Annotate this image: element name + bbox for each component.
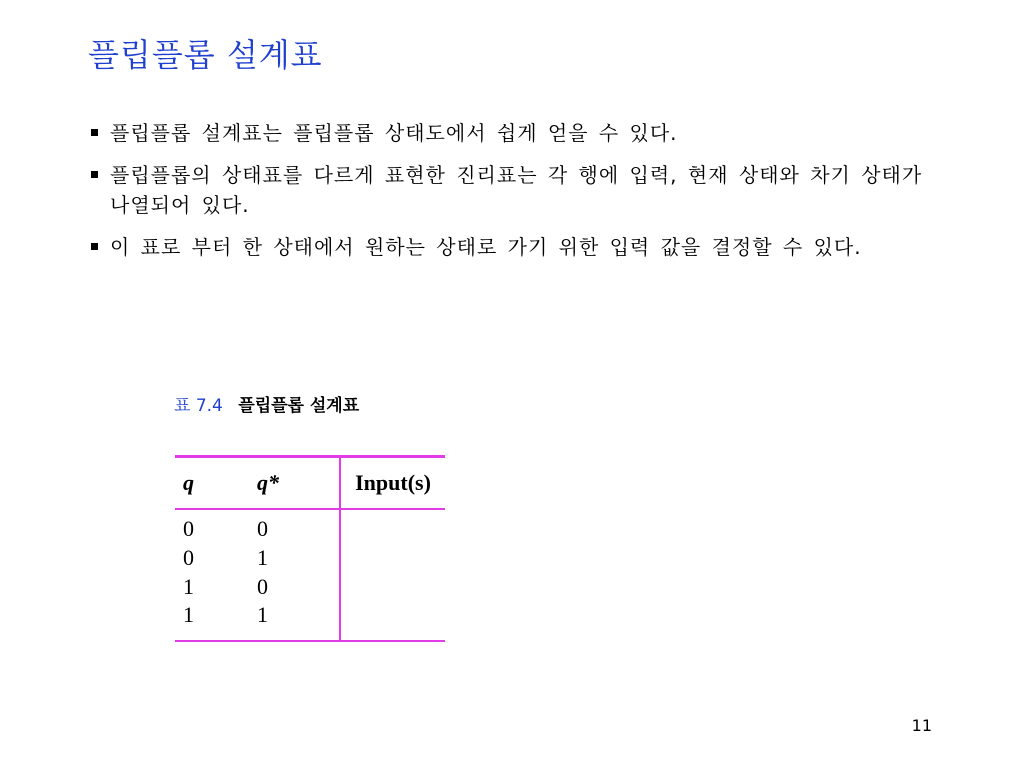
cell-q: 0	[183, 515, 194, 541]
table-caption	[174, 395, 359, 417]
bullet-item: 플립플롭의 상태표를 다르게 표현한 진리표는 각 행에 입력, 현재 상태와 차기 상태가 나열되어 있다.	[90, 160, 950, 220]
table-row	[175, 545, 445, 574]
bullet-list	[90, 118, 950, 274]
cell-q-star: 1	[221, 602, 340, 641]
table-row	[175, 509, 445, 545]
bullet-item: 이 표로 부터 한 상태에서 원하는 상태로 가기 위한 입력 값을 결정할 수 있다.	[90, 232, 950, 262]
slide-title: 플립플롭 설계표	[88, 36, 323, 74]
cell-input	[340, 602, 445, 641]
cell-q: 1	[175, 602, 221, 641]
cell-input	[340, 509, 445, 545]
cell-q-star: 0	[257, 573, 268, 599]
header-q: q	[175, 457, 221, 509]
table-row	[175, 602, 445, 641]
table-header-row	[175, 457, 445, 509]
cell-input	[340, 574, 445, 603]
table-caption-number: 표 7.4	[174, 396, 223, 416]
cell-input	[340, 545, 445, 574]
table-caption-title: 플립플롭 설계표	[238, 396, 360, 416]
cell-q-star: 0	[257, 515, 268, 541]
header-inputs: Input(s)	[340, 457, 445, 509]
cell-q: 1	[183, 573, 194, 599]
cell-q: 0	[183, 544, 194, 570]
table-row	[175, 574, 445, 603]
header-q-star: q*	[221, 457, 340, 509]
flipflop-design-table	[175, 455, 445, 642]
cell-q-star: 1	[257, 544, 268, 570]
bullet-item: 플립플롭 설계표는 플립플롭 상태도에서 쉽게 얻을 수 있다.	[90, 118, 950, 148]
page-number: 11	[911, 716, 932, 735]
